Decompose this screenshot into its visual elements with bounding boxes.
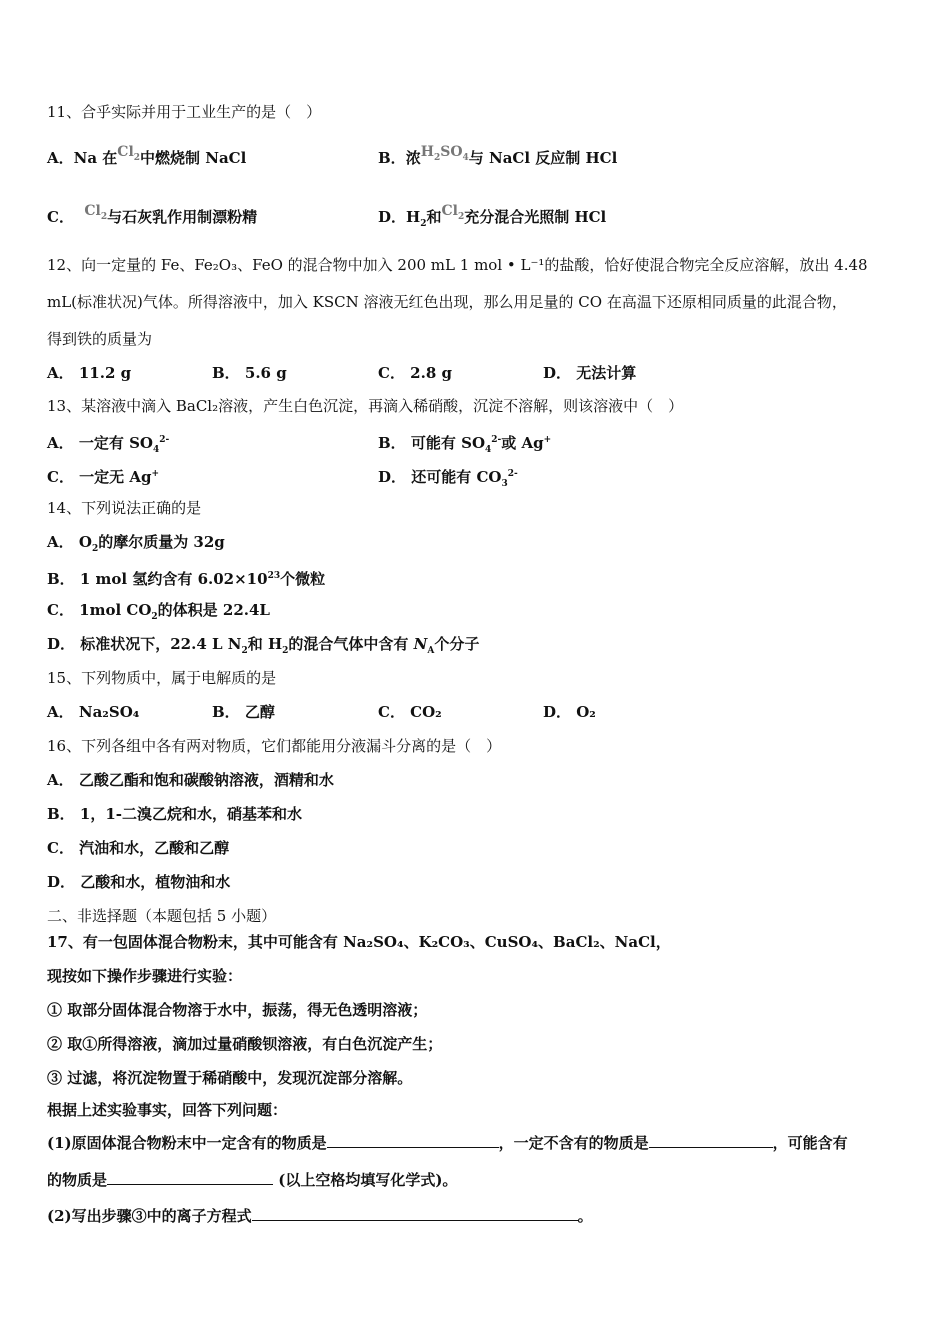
q16-option-c: C． 汽油和水，乙酸和乙醇 — [47, 839, 230, 857]
cl2-formula-image: $Cl_2$ — [117, 144, 141, 163]
option-label: D． — [378, 208, 407, 226]
section-heading: 二、非选择题（本题包括 5 小题） — [47, 907, 277, 925]
answer-blank[interactable] — [107, 1170, 273, 1185]
q15-option-b: B． 乙醇 — [212, 703, 275, 721]
q11-option-a — [47, 144, 247, 175]
q14-option-a: A． $O_2$的摩尔质量为 32g — [47, 533, 225, 554]
q17-stem-line3: 根据上述实验事实，回答下列问题： — [47, 1101, 288, 1119]
q11-option-b — [378, 144, 618, 175]
option-text: 与 NaCl 反应制 HCl — [468, 149, 618, 167]
answer-blank[interactable] — [649, 1133, 773, 1148]
q14-stem: 14、下列说法正确的是 — [47, 499, 202, 517]
q14-option-d: D． 标准状况下，22.4 L $N_2$和 $H_2$的混合气体中含有 $N_A$个分子 — [47, 635, 480, 656]
q17-part1-line1: (1)原固体混合物粉末中一定含有的物质是 ，一定不含有的物质是 ，可能含有 — [47, 1134, 848, 1152]
option-label: C． — [47, 208, 74, 226]
q13-option-d: D． 还可能有 $CO_3^{2-}$ — [378, 468, 518, 489]
q15-option-d: D． O₂ — [543, 703, 596, 721]
q17-step3: ③ 过滤，将沉淀物置于稀硝酸中，发现沉淀部分溶解。 — [47, 1069, 413, 1087]
q16-stem: 16、下列各组中各有两对物质，它们都能用分液漏斗分离的是（ ） — [47, 737, 502, 755]
q16-option-b: B． 1，1-二溴乙烷和水，硝基苯和水 — [47, 805, 303, 823]
q12-stem-line2: mL(标准状况)气体。所得溶液中，加入 KSCN 溶液无红色出现，那么用足量的 CO 在高温下还原相同质量的此混合物， — [47, 293, 847, 311]
q12-option-d: D． 无法计算 — [543, 364, 637, 382]
q11-option-d: D．$H_2$和$Cl_2$充分混合光照制 HCl — [378, 203, 607, 229]
q17-step1: ① 取部分固体混合物溶于水中，振荡，得无色透明溶液； — [47, 1001, 428, 1019]
option-text: 浓 — [405, 149, 421, 167]
option-text: Na 在 — [73, 149, 118, 167]
option-text: 与石灰乳作用制漂粉精 — [107, 208, 258, 226]
option-label: B． — [378, 149, 406, 167]
cl2-formula-image: $Cl_2$ — [441, 203, 465, 222]
q17-stem-line1: 17、有一包固体混合物粉末，其中可能含有 Na₂SO₄、K₂CO₃、CuSO₄、BaCl₂、NaCl， — [47, 933, 671, 951]
q13-option-c: C． 一定无 Ag+ — [47, 468, 160, 486]
q11-stem: 11、合乎实际并用于工业生产的是（ ） — [47, 103, 322, 121]
q12-stem-line3: 得到铁的质量为 — [47, 330, 153, 348]
q12-stem-line1: 12、向一定量的 Fe、Fe₂O₃、FeO 的混合物中加入 200 mL 1 mol • L⁻¹的盐酸，恰好使混合物完全反应溶解，放出 4.48 — [47, 256, 868, 274]
q16-option-a: A． 乙酸乙酯和饱和碳酸钠溶液，酒精和水 — [47, 771, 334, 789]
h2so4-formula-image: $H_2SO_4$ — [420, 144, 469, 163]
q12-option-b: B． 5.6 g — [212, 364, 287, 382]
q11-option-c — [47, 203, 258, 234]
q17-part2: (2)写出步骤③中的离子方程式 。 — [47, 1207, 593, 1225]
q14-option-b: B． 1 mol 氢约含有 $6.02\times 10^{23}$个微粒 — [47, 570, 326, 588]
q16-option-d: D． 乙酸和水，植物油和水 — [47, 873, 231, 891]
option-label: A． — [47, 149, 74, 167]
cl2-formula-image: $Cl_2$ — [84, 203, 108, 222]
answer-blank[interactable] — [327, 1133, 499, 1148]
q15-stem: 15、下列物质中，属于电解质的是 — [47, 669, 277, 687]
q12-option-a: A． 11.2 g — [47, 364, 132, 382]
q17-stem-line2: 现按如下操作步骤进行实验： — [47, 967, 243, 985]
q13-stem: 13、某溶液中滴入 BaCl₂溶液，产生白色沉淀，再滴入稀硝酸，沉淀不溶解，则该溶液中（ ） — [47, 397, 684, 415]
q13-option-b: B． 可能有 $SO_4^{2-}$或 Ag+ — [378, 434, 552, 455]
q15-option-a: A． Na₂SO₄ — [47, 703, 140, 721]
option-text: 充分混合光照制 HCl — [464, 208, 607, 226]
q14-option-c: C． 1mol $CO_2$的体积是 22.4L — [47, 601, 270, 622]
q12-option-c: C． 2.8 g — [378, 364, 452, 382]
q17-step2: ② 取①所得溶液，滴加过量硝酸钡溶液，有白色沉淀产生； — [47, 1035, 443, 1053]
q17-part1-line2: 的物质是 (以上空格均填写化学式)。 — [47, 1171, 458, 1189]
q15-option-c: C． CO₂ — [378, 703, 442, 721]
q13-option-a: A． 一定有 $SO_4^{2-}$ — [47, 434, 170, 455]
answer-blank[interactable] — [252, 1206, 578, 1221]
option-text: 中燃烧制 NaCl — [140, 149, 247, 167]
